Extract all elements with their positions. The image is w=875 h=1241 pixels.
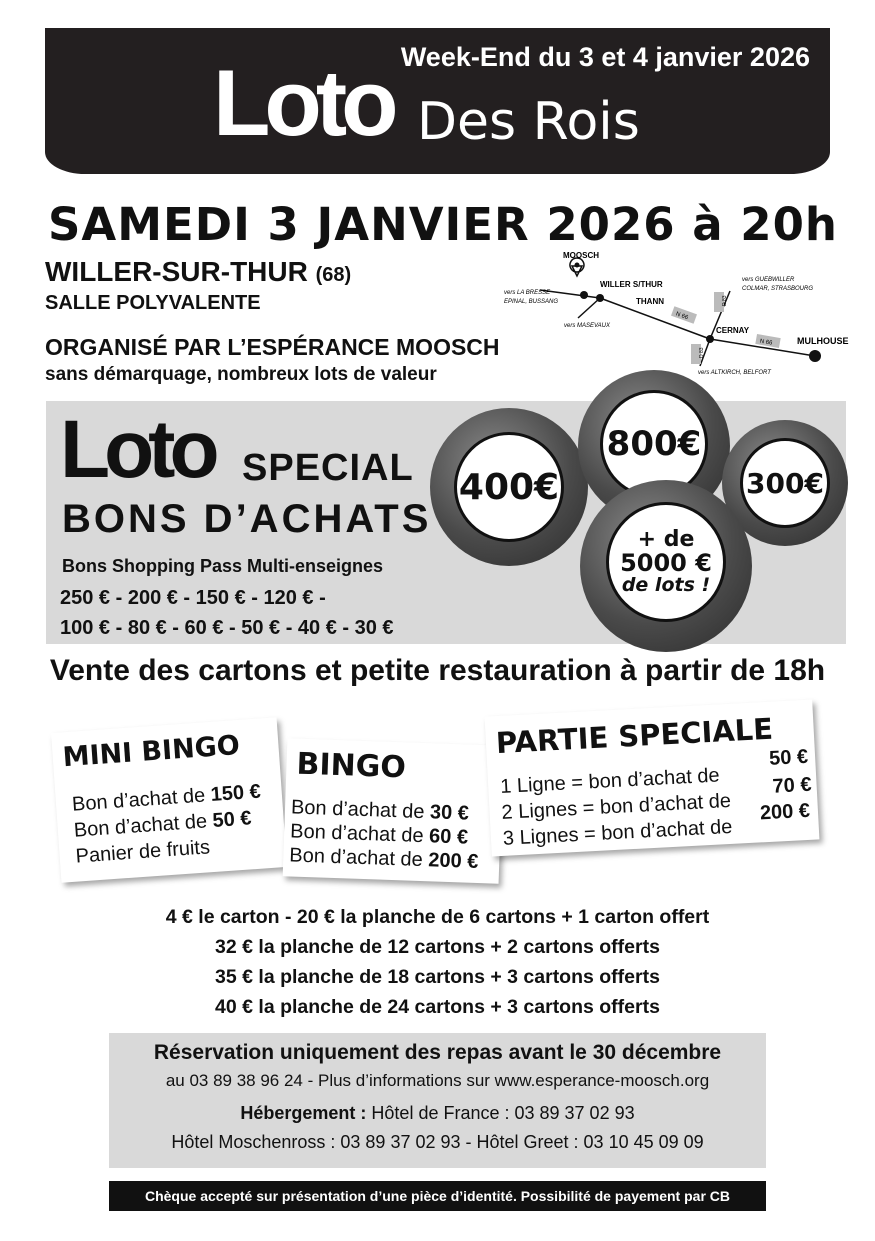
lots-line-2: 5000 € bbox=[620, 548, 712, 577]
ball-300-label: 300€ bbox=[740, 438, 830, 528]
reservation-box bbox=[109, 1033, 766, 1168]
amounts-line-1: 250 € - 200 € - 150 € - 120 € - bbox=[60, 587, 326, 609]
partie-value-3: 200 € bbox=[759, 799, 811, 825]
map-masevaux: vers MASEVAUX bbox=[564, 323, 611, 329]
hebergement-value: Hôtel de France : 03 89 37 02 93 bbox=[371, 1103, 635, 1123]
bingo-line-2: Bon d’achat de 60 € bbox=[289, 820, 469, 849]
hebergement bbox=[109, 1103, 766, 1124]
price-line-1: 4 € le carton - 20 € la planche de 6 cartons + 1 carton offert bbox=[165, 906, 710, 928]
partie-value-2: 70 € bbox=[772, 773, 813, 798]
map-d83-b: D 83 bbox=[699, 347, 705, 358]
bingo-line-3: Bon d’achat de 200 € bbox=[289, 844, 479, 874]
mini-line-1: Bon d’achat de 150 € bbox=[71, 780, 262, 816]
special-word: SPECIAL bbox=[242, 447, 414, 489]
bingo-line-1: Bon d’achat de 30 € bbox=[290, 796, 470, 825]
bons-achats: BONS D’ACHATS bbox=[62, 497, 432, 541]
location-map bbox=[500, 246, 860, 378]
partie-value-1: 50 € bbox=[768, 745, 809, 770]
card-mini-bingo bbox=[51, 717, 287, 882]
amounts-line-2: 100 € - 80 € - 60 € - 50 € - 40 € - 30 € bbox=[60, 617, 394, 639]
map-bresse: vers LA BRESSE bbox=[504, 290, 551, 296]
partie-line-3: 3 Lignes = bon d’achat de bbox=[502, 815, 733, 850]
price-line-3: 35 € la planche de 18 cartons + 3 cartons offerts bbox=[215, 966, 660, 988]
event-town bbox=[45, 256, 351, 288]
mini-line-3: Panier de fruits bbox=[74, 836, 211, 868]
event-date: SAMEDI 3 JANVIER 2026 à 20h bbox=[48, 198, 838, 251]
map-cernay: CERNAY bbox=[716, 326, 750, 335]
header-banner bbox=[45, 28, 830, 174]
event-note: sans démarquage, nombreux lots de valeur bbox=[45, 364, 437, 385]
reservation-title: Réservation uniquement des repas avant le 30 décembre bbox=[153, 1041, 722, 1064]
ball-800-label: 800€ bbox=[600, 390, 708, 498]
map-n66-a: N 66 bbox=[674, 311, 689, 322]
map-altkirch: vers ALTKIRCH, BELFORT bbox=[698, 370, 771, 376]
map-epinal: EPINAL, BUSSANG bbox=[504, 299, 559, 305]
loto-title: Loto bbox=[213, 50, 393, 155]
weekend-date: Week-End du 3 et 4 janvier 2026 bbox=[400, 42, 810, 72]
map-n66-b: N 66 bbox=[759, 338, 773, 347]
reservation-info: au 03 89 38 96 24 - Plus d’informations sur www.esperance-moosch.org bbox=[165, 1071, 710, 1090]
map-d83-a: D 83 bbox=[722, 295, 728, 306]
partie-title: PARTIE SPECIALE bbox=[495, 711, 774, 761]
partie-line-2: 2 Lignes = bon d’achat de bbox=[501, 789, 732, 824]
ball-400 bbox=[430, 408, 588, 566]
map-moosch: MOOSCH bbox=[563, 251, 599, 260]
card-partie-speciale bbox=[485, 700, 820, 857]
ball-lots-label bbox=[606, 502, 726, 622]
map-guebwiller: vers GUEBWILLER bbox=[742, 277, 795, 283]
bingo-title: BINGO bbox=[295, 746, 407, 786]
price-line-4: 40 € la planche de 24 cartons + 3 cartons offerts bbox=[215, 996, 660, 1018]
event-venue: SALLE POLYVALENTE bbox=[45, 292, 261, 314]
hotels: Hôtel Moschenross : 03 89 37 02 93 - Hôtel Greet : 03 10 45 09 09 bbox=[171, 1132, 704, 1152]
special-loto: Loto bbox=[60, 404, 214, 495]
card-bingo bbox=[283, 738, 504, 883]
town-name: WILLER-SUR-THUR bbox=[45, 256, 308, 287]
map-colmar: COLMAR, STRASBOURG bbox=[742, 286, 814, 292]
mini-bingo-title: MINI BINGO bbox=[61, 729, 241, 774]
ball-lots bbox=[580, 480, 752, 652]
price-list bbox=[0, 902, 875, 1022]
hebergement-label: Hébergement : bbox=[240, 1103, 367, 1123]
event-organizer: ORGANISÉ PAR L’ESPÉRANCE MOOSCH bbox=[45, 334, 500, 360]
mini-line-2: Bon d’achat de 50 € bbox=[73, 807, 253, 842]
town-dept: (68) bbox=[315, 264, 352, 286]
price-line-2: 32 € la planche de 12 cartons + 2 cartons offerts bbox=[215, 936, 660, 958]
map-willer: WILLER S/THUR bbox=[600, 280, 663, 289]
shopping-pass: Bons Shopping Pass Multi-enseignes bbox=[62, 556, 384, 576]
ball-400-label: 400€ bbox=[454, 432, 564, 542]
map-mulhouse: MULHOUSE bbox=[797, 336, 849, 346]
footer-payment: Chèque accepté sur présentation d’une pièce d’identité. Possibilité de payement par CB bbox=[109, 1181, 766, 1211]
vente-cartons: Vente des cartons et petite restauration à partir de 18h bbox=[49, 654, 826, 687]
lots-line-3: de lots ! bbox=[621, 574, 711, 597]
des-rois-title: Des Rois bbox=[417, 92, 640, 152]
map-thann: THANN bbox=[636, 297, 664, 306]
partie-line-1: 1 Ligne = bon d’achat de bbox=[499, 764, 721, 798]
lots-line-1: + de bbox=[637, 526, 695, 552]
